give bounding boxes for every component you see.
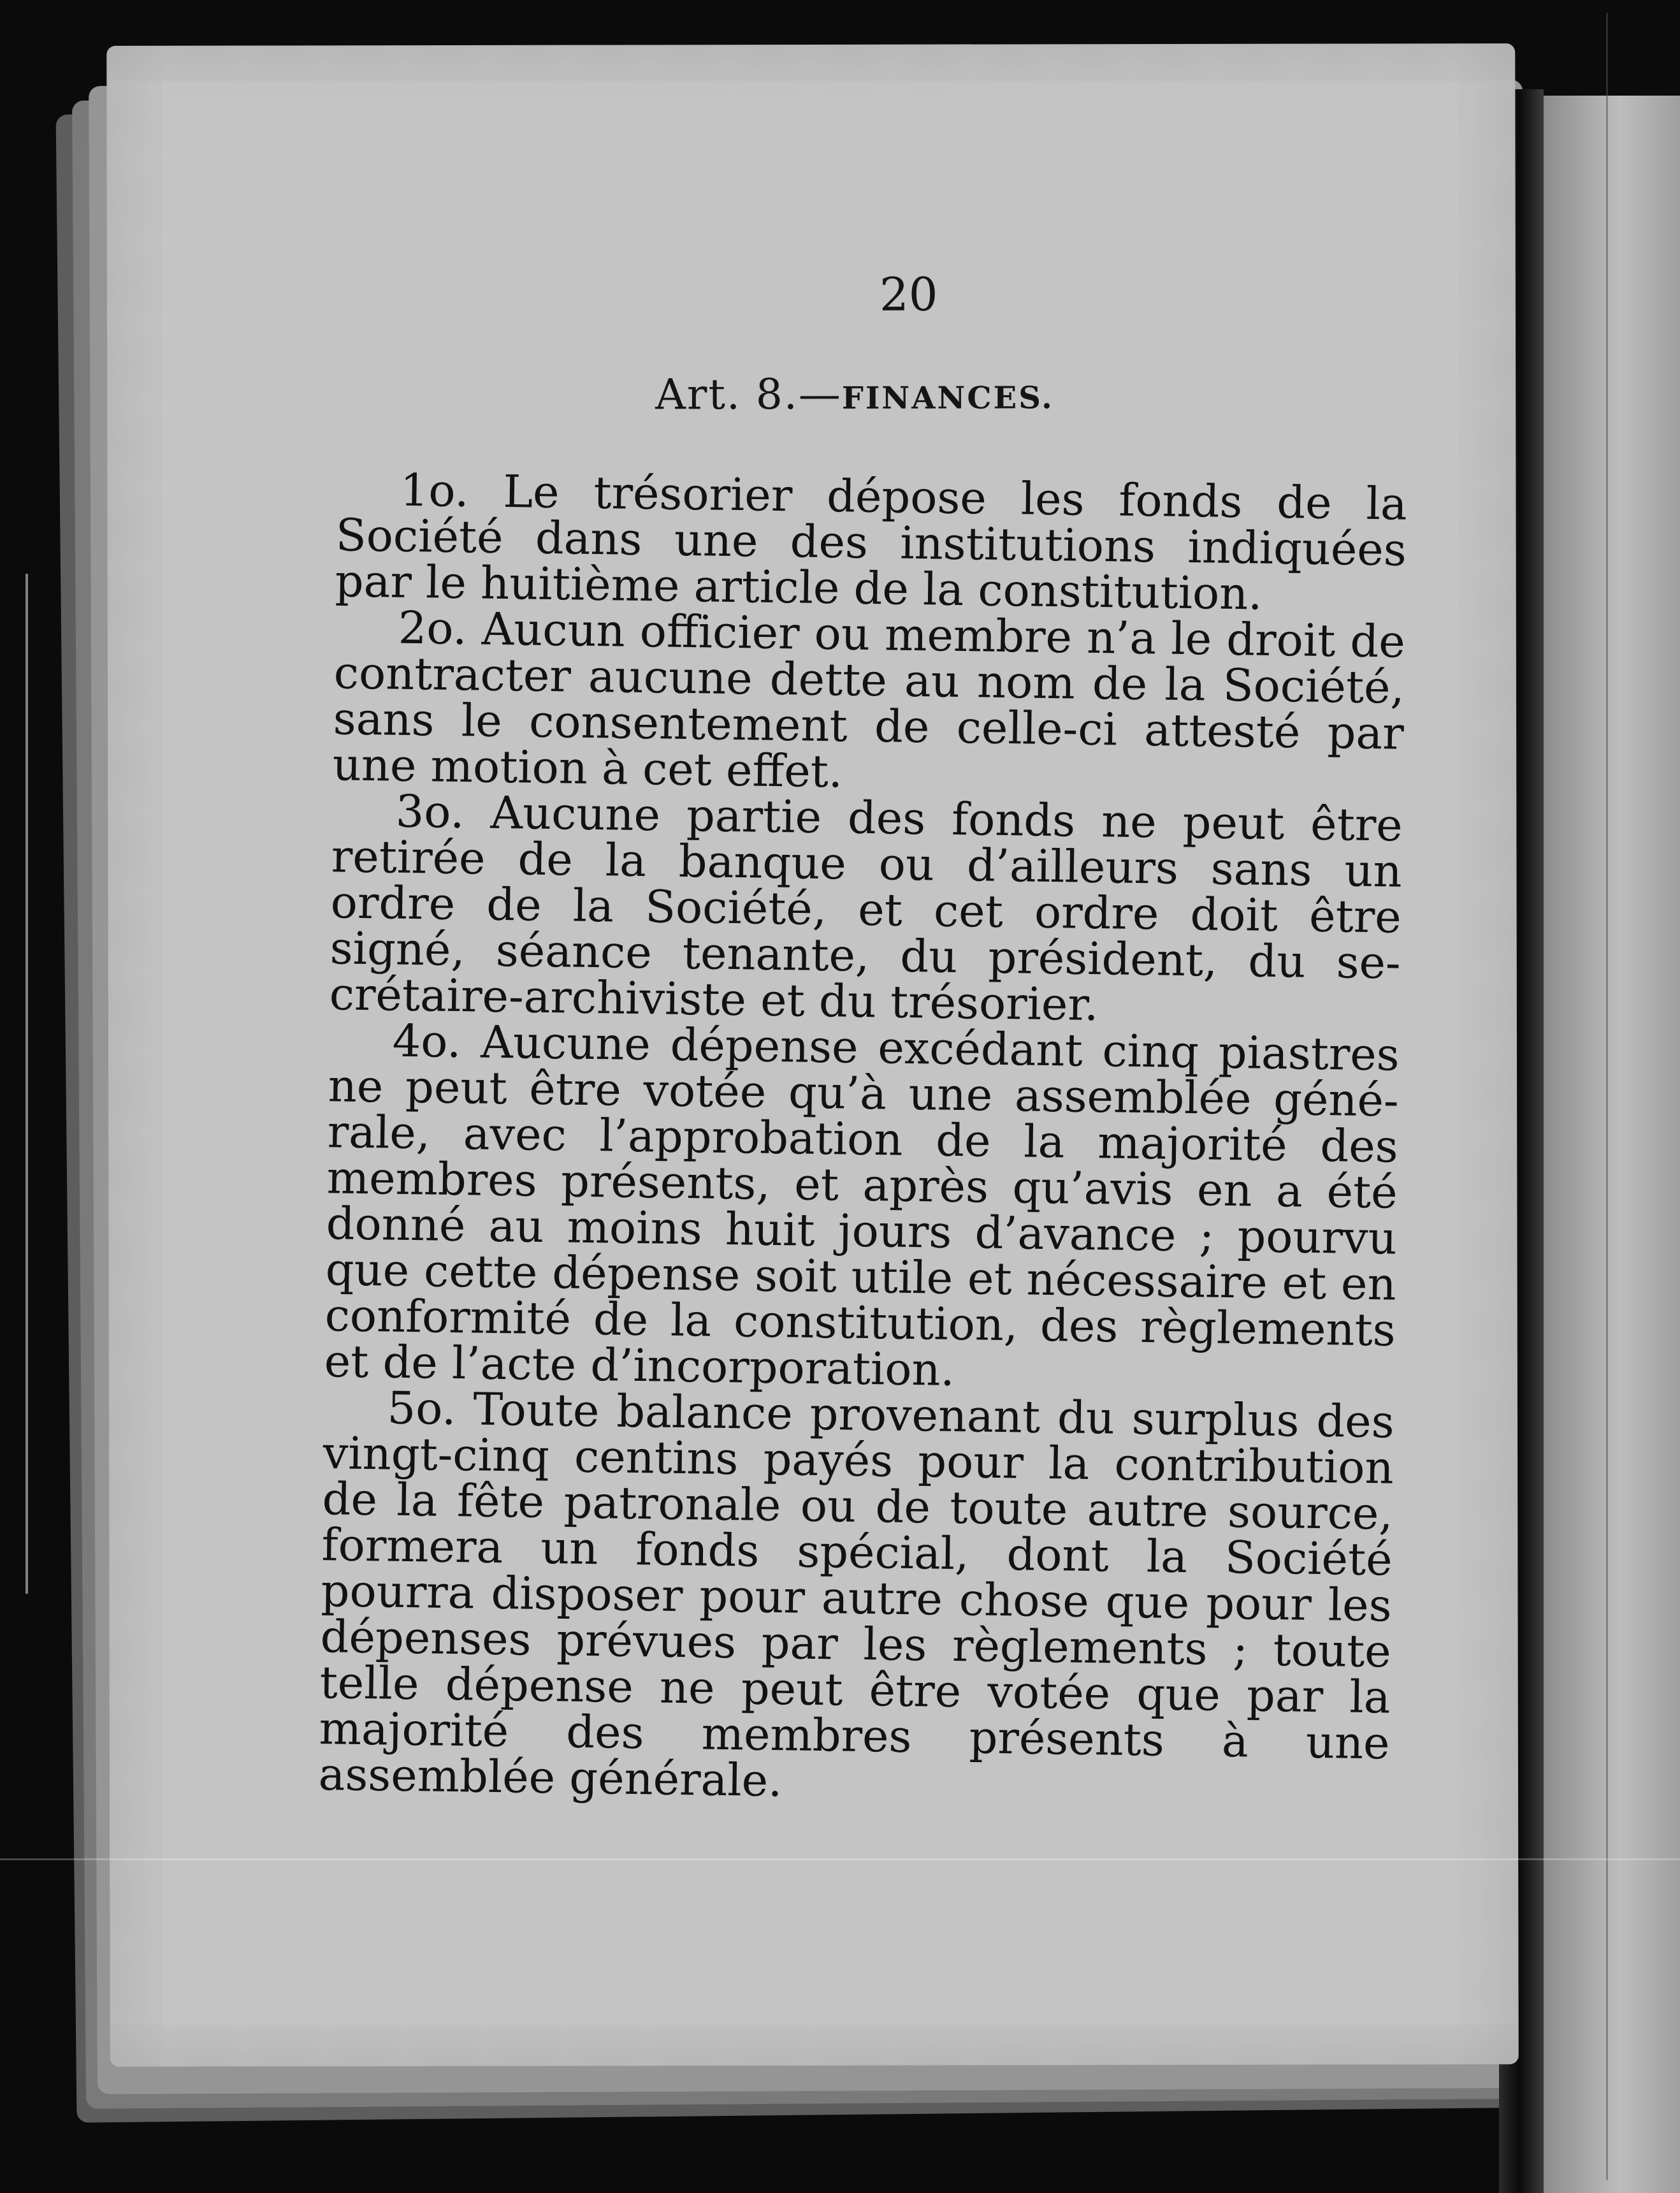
film-scratch-horizontal (0, 1858, 1680, 1860)
film-scratch-left (25, 574, 28, 1594)
article-title: FINANCES. (841, 380, 1054, 416)
film-scratch-right (1606, 13, 1608, 2180)
article-body (318, 463, 1408, 1812)
paragraph-5: 5o. Toute balance provenant du surplus des vingt-cinq centins payés pour la contribution de la fête patronale ou de toute autre source, formera un fonds spécial, dont la Société pourra disposer pour autre chose que pour les dépenses prévues par les règlements ; toute telle dépense ne peut être votée que par la majorité des membres présents à une assemblée générale. (318, 1381, 1395, 1807)
article-number: Art. 8.— (655, 369, 842, 419)
paragraph-4: 4o. Aucune dépense excédant cinq piastres ne peut être votée qu’à une assemblée générale, avec l’approbation de la majorité des membres présents, et après qu’avis en a été donné au moins huit jours d’avance ; pourvu que cette dépense soit utile et nécessaire et en conformité de la constitution, des règlements et de l’acte d’incorporation. (324, 1014, 1400, 1396)
paragraph-1: 1o. Le trésorier dépose les fonds de la Société dans une des institutions indiquées par le huitième article de la constitution. (335, 463, 1408, 620)
paragraph-3: 3o. Aucune partie des fonds ne peut être retirée de la banque ou d’ailleurs sans un ordre de la Société, et cet ordre doit être signé, séance tenante, du président, du secrétaire-archiviste et du trésorier. (329, 785, 1403, 1031)
book-page (106, 43, 1519, 2067)
facing-page-edge (1530, 96, 1680, 2193)
page-number: 20 (879, 267, 938, 321)
paragraph-2: 2o. Aucun officier ou membre n’a le droit de contracter aucune dette au nom de la Société, sans le consentement de celle-ci attesté par une motion à cet effet. (332, 601, 1406, 798)
article-heading (655, 369, 1054, 419)
